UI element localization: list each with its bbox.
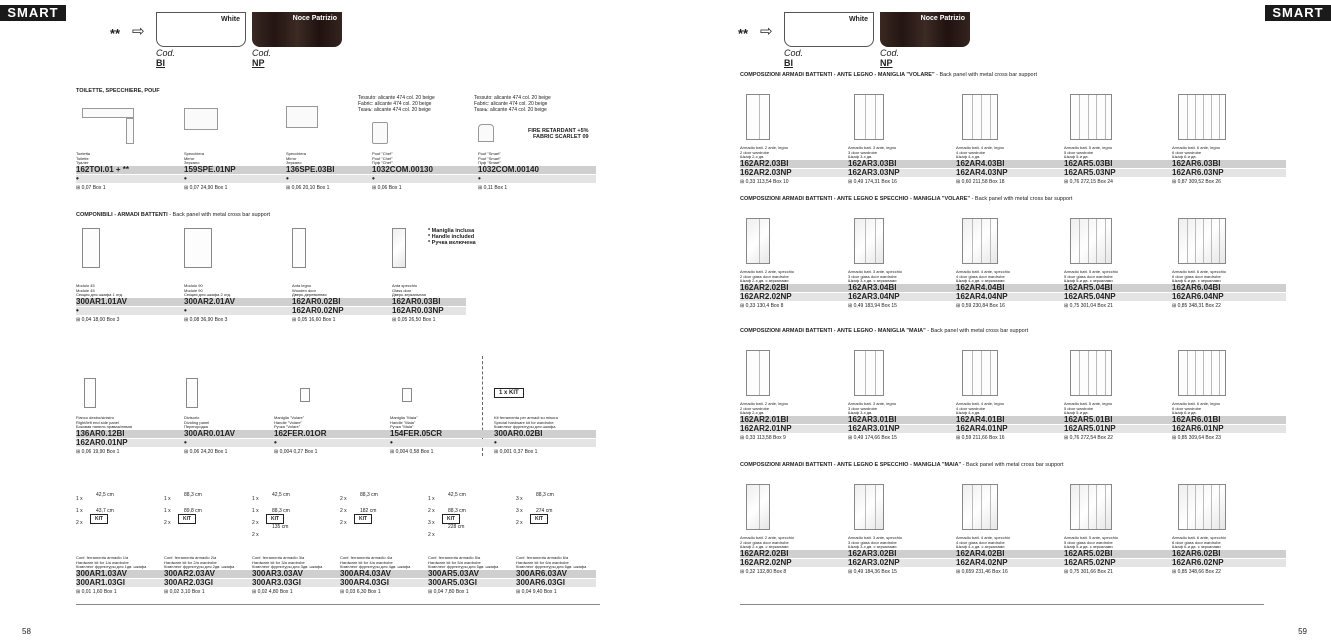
item-code-2: 300AR1.03GI bbox=[76, 578, 125, 587]
item-meta: ⊞ 0,04 7,80 Box 1 bbox=[428, 589, 469, 595]
wardrobe-drawing bbox=[854, 484, 884, 530]
item-meta: ⊞ 0,85 348,31 Box 22 bbox=[1172, 303, 1221, 309]
item-code-2: 162AR2.02NP bbox=[740, 558, 792, 567]
item-code: 162AR5.02BI bbox=[1064, 549, 1113, 558]
item-meta: ⊞ 0,659 231,46 Box 16 bbox=[956, 569, 1008, 575]
footer-rule-right bbox=[740, 604, 1264, 605]
wardrobe-drawing bbox=[1178, 94, 1226, 140]
item-code: 300AR1.03AV bbox=[76, 569, 127, 578]
item-description: Armadio batt. 5 ante, specchio 5 door glass door wardrobe Шкаф 5-и дв. с зеркалами bbox=[1064, 269, 1119, 283]
wardrobe-drawing bbox=[962, 94, 998, 140]
wardrobe-drawing bbox=[1178, 484, 1226, 530]
item-description: Specchiera Mirror Зеркало bbox=[286, 151, 307, 165]
mirror-drawing-2 bbox=[286, 106, 318, 128]
item-code-2: 300AR3.03GI bbox=[252, 578, 301, 587]
section-title: COMPOSIZIONI ARMADI BATTENTI - ANTE LEGNO E SPECCHIO - MANIGLIA "MAIA" - Back panel with metal cross bar support bbox=[740, 462, 1064, 468]
item-meta: ⊞ 0,59 230,84 Box 16 bbox=[956, 303, 1005, 309]
item-meta: ⊞ 0,11 Box 1 bbox=[478, 185, 508, 191]
item-meta: ⊞ 0,02 4,80 Box 1 bbox=[252, 589, 293, 595]
item-meta: ⊞ 0,06 Box 1 bbox=[372, 185, 402, 191]
section-title: COMPOSIZIONI ARMADI BATTENTI - ANTE LEGNO - MANIGLIA "VOLARE" - Back panel with metal cross bar support bbox=[740, 72, 1037, 78]
item-description: Armadio batt. 2 ante, legno 2 door wardrobe Шкаф 2-х дв. bbox=[740, 401, 789, 415]
item-meta: ⊞ 0,49 174,66 Box 15 bbox=[848, 435, 897, 441]
wardrobe-drawing bbox=[746, 484, 770, 530]
item-code-2: 162AR6.04NP bbox=[1172, 292, 1224, 301]
kit-qty: 1 x bbox=[252, 496, 259, 502]
toilette-drawing bbox=[82, 108, 134, 118]
kit-dim: 42,5 cm bbox=[96, 492, 114, 498]
item-code-2: 162AR4.03NP bbox=[956, 168, 1008, 177]
item-meta: ⊞ 0,76 272,54 Box 22 bbox=[1064, 435, 1113, 441]
item-meta: ⊞ 0,03 6,30 Box 1 bbox=[340, 589, 381, 595]
item-code-2: 162AR2.03NP bbox=[740, 168, 792, 177]
item-code-2: • bbox=[494, 438, 497, 447]
item-meta: ⊞ 0,05 16,60 Box 1 bbox=[292, 317, 336, 323]
item-description: Conf. ferramenta armadio 1/a Hardware kit for 1/a wardrobe Комплект фурнитуры для 1дв. шкафа bbox=[76, 555, 147, 569]
kit-dim: 135 cm bbox=[272, 524, 289, 530]
item-meta: ⊞ 0,33 113,54 Box 10 bbox=[740, 179, 789, 185]
item-code-2: 300AR4.03GI bbox=[340, 578, 389, 587]
wardrobe-drawing bbox=[746, 218, 770, 264]
code-dark-right: Cod. NP bbox=[880, 48, 900, 68]
kit-qty: 1 x bbox=[76, 496, 83, 502]
pouf-smart-drawing bbox=[478, 124, 494, 142]
stars-marker-right: ** bbox=[738, 26, 749, 41]
item-meta: ⊞ 0,07 24,90 Box 1 bbox=[184, 185, 228, 191]
section-title-toilette: TOILETTE, SPECCHIERE, POUF bbox=[76, 88, 160, 94]
item-description: Armadio batt. 3 ante, legno 3 door wardrobe Шкаф 3-х дв. bbox=[848, 145, 897, 159]
kit-dim: 274 cm bbox=[536, 508, 553, 514]
item-description: Armadio batt. 4 ante, specchio 4 door glass door wardrobe Шкаф 4-х дв. с зеркалами bbox=[956, 269, 1011, 283]
item-code-2: • bbox=[372, 174, 375, 183]
footer-rule bbox=[76, 604, 600, 605]
item-code-2: 300AR2.03GI bbox=[164, 578, 213, 587]
item-description: Armadio batt. 2 ante, specchio 2 door glass door wardrobe Шкаф 2-х дв. с зеркалами bbox=[740, 535, 795, 549]
item-meta: ⊞ 0,87 309,52 Box 26 bbox=[1172, 179, 1221, 185]
pouf-fabric-notes-2: Tessuto: alicante 474 col. 20 beige Fabric: alicante 474 col. 20 beige Ткань: alicante 474 col. 20 beige bbox=[474, 95, 551, 113]
section-title: COMPOSIZIONI ARMADI BATTENTI - ANTE LEGNO E SPECCHIO - MANIGLIA "VOLARE" - Back panel with metal cross bar support bbox=[740, 196, 1073, 202]
item-code: 162AR0.03BI bbox=[392, 297, 441, 306]
item-meta: ⊞ 0,49 184,36 Box 15 bbox=[848, 569, 897, 575]
cabinet-drawing bbox=[392, 228, 406, 268]
item-code-2: 162AR6.01NP bbox=[1172, 424, 1224, 433]
item-description: Armadio batt. 4 ante, specchio 4 door glass door wardrobe Шкаф 4-х дв. с зеркалами bbox=[956, 535, 1011, 549]
item-description: Fianco destro/sinistro Right/left end side panel Боковая панель правая/левая bbox=[76, 415, 132, 429]
item-code: 162AR6.01BI bbox=[1172, 415, 1221, 424]
part-drawing bbox=[186, 378, 198, 408]
item-code: 162TOI.01 + ** bbox=[76, 165, 129, 174]
wardrobe-drawing bbox=[854, 218, 884, 264]
item-code: 1032COM.00140 bbox=[478, 165, 539, 174]
item-code: 162AR2.02BI bbox=[740, 283, 789, 292]
item-code: 162AR4.01BI bbox=[956, 415, 1005, 424]
item-code-2: 162AR0.02NP bbox=[292, 306, 344, 315]
kit-icon: KIT bbox=[266, 514, 284, 524]
item-code: 162AR3.03BI bbox=[848, 159, 897, 168]
item-description: Armadio batt. 3 ante, specchio 3 door glass door wardrobe Шкаф 3-х дв. с зеркалами bbox=[848, 269, 903, 283]
item-code: 162AR2.02BI bbox=[740, 549, 789, 558]
item-meta: ⊞ 0,004 0,27 Box 1 bbox=[274, 449, 318, 455]
wardrobe-drawing bbox=[962, 484, 998, 530]
toilette-leg-drawing bbox=[126, 118, 134, 144]
swatch-noce-patrizio-right: Noce Patrizio bbox=[880, 12, 970, 47]
right-page bbox=[666, 0, 1331, 640]
wardrobe-drawing bbox=[962, 218, 998, 264]
kit-box: 1 x KIT bbox=[494, 388, 524, 398]
kit-qty: 2 x bbox=[428, 532, 435, 538]
swatch-white-right: White bbox=[784, 12, 874, 47]
kit-dim: 228 cm bbox=[448, 524, 465, 530]
stars-marker: ** bbox=[110, 26, 121, 41]
item-code: 300AR2.03AV bbox=[164, 569, 215, 578]
wardrobe-drawing bbox=[1178, 350, 1226, 396]
item-description: Armadio batt. 6 ante, legno 6 door wardrobe Шкаф 6-и дв. bbox=[1172, 145, 1221, 159]
item-code: 300AR3.03AV bbox=[252, 569, 303, 578]
item-code-2: • bbox=[478, 174, 481, 183]
item-code: 162AR5.04BI bbox=[1064, 283, 1113, 292]
item-code: 162AR3.04BI bbox=[848, 283, 897, 292]
item-code: 162FER.01OR bbox=[274, 429, 327, 438]
item-code: 300AR4.03AV bbox=[340, 569, 391, 578]
item-meta: ⊞ 0,06 24,20 Box 1 bbox=[184, 449, 228, 455]
item-code: 162AR2.01BI bbox=[740, 415, 789, 424]
swatch-white: White bbox=[156, 12, 246, 47]
page-number-left: 58 bbox=[22, 627, 31, 636]
item-code-2: • bbox=[286, 174, 289, 183]
code-white: Cod. BI bbox=[156, 48, 176, 68]
item-meta: ⊞ 0,33 130,4 Box 8 bbox=[740, 303, 784, 309]
item-meta: ⊞ 0,05 26,50 Box 1 bbox=[392, 317, 436, 323]
item-meta: ⊞ 0,49 183,94 Box 15 bbox=[848, 303, 897, 309]
kit-icon: KIT bbox=[530, 514, 548, 524]
item-description: Conf. ferramenta armadio 5/a Hardware kit for 5/a wardrobe Комплект фурнитуры для 5дв. шкафа bbox=[428, 555, 499, 569]
item-code-2: 162AR5.02NP bbox=[1064, 558, 1116, 567]
kit-icon: KIT bbox=[178, 514, 196, 524]
item-description: Armadio batt. 5 ante, legno 5 door wardrobe Шкаф 5-и дв. bbox=[1064, 401, 1113, 415]
item-code: 162AR4.04BI bbox=[956, 283, 1005, 292]
item-meta: ⊞ 0,75 301,04 Box 21 bbox=[1064, 303, 1113, 309]
item-code-2: • bbox=[76, 306, 79, 315]
part-drawing bbox=[402, 388, 412, 402]
item-code-2: 300AR6.03GI bbox=[516, 578, 565, 587]
wardrobe-drawing bbox=[1070, 94, 1112, 140]
item-code: 162AR6.03BI bbox=[1172, 159, 1221, 168]
pouf-fabric-notes: Tessuto: alicante 474 col. 20 beige Fabric: alicante 474 col. 20 beige Ткань: alicante 474 col. 20 beige bbox=[358, 95, 435, 113]
wardrobe-drawing bbox=[1070, 350, 1112, 396]
wardrobe-drawing bbox=[854, 350, 884, 396]
item-code-2: • bbox=[76, 174, 79, 183]
item-code-2: 162AR4.01NP bbox=[956, 424, 1008, 433]
brand-badge: SMART bbox=[0, 5, 66, 21]
item-meta: ⊞ 0,01 1,60 Box 1 bbox=[76, 589, 117, 595]
kit-qty: 2 x bbox=[340, 520, 347, 526]
item-meta: ⊞ 0,85 348,66 Box 22 bbox=[1172, 569, 1221, 575]
item-description: Armadio batt. 3 ante, specchio 3 door glass door wardrobe Шкаф 3-х дв. с зеркалами bbox=[848, 535, 903, 549]
item-code: 154FER.05CR bbox=[390, 429, 443, 438]
item-description: Divisorio Dividing panel Перегородка bbox=[184, 415, 210, 429]
cabinet-drawing bbox=[82, 228, 100, 268]
part-drawing bbox=[84, 378, 96, 408]
item-code-2: • bbox=[184, 174, 187, 183]
item-code: 162AR4.03BI bbox=[956, 159, 1005, 168]
item-code-2: 162AR0.01NP bbox=[76, 438, 128, 447]
pouf-chef-drawing bbox=[372, 122, 388, 144]
item-code-2: 162AR2.02NP bbox=[740, 292, 792, 301]
item-meta: ⊞ 0,001 0,37 Box 1 bbox=[494, 449, 538, 455]
item-code: 300AR0.01AV bbox=[184, 429, 235, 438]
cabinet-drawing bbox=[292, 228, 306, 268]
item-code: 300AR5.03AV bbox=[428, 569, 479, 578]
kit-dim: 88,3 cm bbox=[272, 508, 290, 514]
item-description: Armadio batt. 6 ante, legno 6 door wardrobe Шкаф 6-и дв. bbox=[1172, 401, 1221, 415]
item-code: 162AR3.02BI bbox=[848, 549, 897, 558]
item-meta: ⊞ 0,60 211,58 Box 18 bbox=[956, 179, 1005, 185]
item-description: Armadio batt. 4 ante, legno 4 door wardrobe Шкаф 4-х дв. bbox=[956, 145, 1005, 159]
kit-dim: 88,3 cm bbox=[536, 492, 554, 498]
kit-dim: 88,3 cm bbox=[184, 492, 202, 498]
item-code: 300AR6.03AV bbox=[516, 569, 567, 578]
code-band-2 bbox=[76, 175, 596, 183]
item-meta: ⊞ 0,59 211,66 Box 16 bbox=[956, 435, 1005, 441]
item-description: Armadio batt. 2 ante, legno 2 door wardrobe Шкаф 2-х дв. bbox=[740, 145, 789, 159]
item-code-2: 162AR3.02NP bbox=[848, 558, 900, 567]
item-description: Armadio batt. 5 ante, legno 5 door wardrobe Шкаф 5-и дв. bbox=[1064, 145, 1113, 159]
kit-qty: 2 x bbox=[252, 520, 259, 526]
item-code-2: • bbox=[184, 306, 187, 315]
code-white-right: Cod. BI bbox=[784, 48, 804, 68]
kit-qty: 1 x bbox=[164, 508, 171, 514]
item-code: 300AR0.02BI bbox=[494, 429, 543, 438]
item-code-2: 162AR6.03NP bbox=[1172, 168, 1224, 177]
item-description: Conf. ferramenta armadio 4/a Hardware kit for 4/a wardrobe Комплект фурнитуры для 4дв. шкафа bbox=[340, 555, 411, 569]
item-description: Pouf "Chef" Pouf "Chef" Пуф "Chef" bbox=[372, 151, 393, 165]
item-description: Armadio batt. 6 ante, specchio 6 door glass door wardrobe Шкаф 6-и дв. с зеркалами bbox=[1172, 535, 1227, 549]
swatch-noce-patrizio: Noce Patrizio bbox=[252, 12, 342, 47]
item-meta: ⊞ 0,32 132,80 Box 8 bbox=[740, 569, 787, 575]
item-meta: ⊞ 0,76 272,15 Box 24 bbox=[1064, 179, 1113, 185]
wardrobe-drawing bbox=[854, 94, 884, 140]
wardrobe-drawing bbox=[746, 94, 770, 140]
item-meta: ⊞ 0,49 174,31 Box 16 bbox=[848, 179, 897, 185]
item-description: Specchiera Mirror Зеркало bbox=[184, 151, 205, 165]
kit-qty: 1 x bbox=[428, 496, 435, 502]
item-code-2: 162AR5.04NP bbox=[1064, 292, 1116, 301]
kit-qty: 2 x bbox=[516, 520, 523, 526]
kit-qty: 3 x bbox=[516, 496, 523, 502]
item-code-2: 300AR5.03GI bbox=[428, 578, 477, 587]
item-description: Maniglia "Volare" Handle "Volare" Ручка "Volare" bbox=[274, 415, 305, 429]
item-meta: ⊞ 0,004 0,58 Box 1 bbox=[390, 449, 434, 455]
item-code: 162AR3.01BI bbox=[848, 415, 897, 424]
part-drawing bbox=[300, 388, 310, 402]
item-description: Toeletta Toilette Туалет bbox=[76, 151, 91, 165]
item-code: 1032COM.00130 bbox=[372, 165, 433, 174]
item-code: 162AR0.02BI bbox=[292, 297, 341, 306]
item-description: Armadio batt. 4 ante, legno 4 door wardrobe Шкаф 4-х дв. bbox=[956, 401, 1005, 415]
item-code-2: 162AR3.03NP bbox=[848, 168, 900, 177]
fire-retardant-note: FIRE RETARDANT +5% FABRIC SCARLET 09 bbox=[528, 128, 589, 140]
kit-dim: 89,8 cm bbox=[184, 508, 202, 514]
item-code-2: 162AR2.01NP bbox=[740, 424, 792, 433]
item-code-2: • bbox=[390, 438, 393, 447]
item-description: Anta specchio Glass door Дверь зеркальная bbox=[392, 283, 426, 297]
item-code-2: 162AR4.02NP bbox=[956, 558, 1008, 567]
item-code-2: • bbox=[184, 438, 187, 447]
arrow-right-icon: ⇨ bbox=[132, 23, 145, 40]
item-description: Pouf "Smart" Pouf "Smart" Пуф "Smart" bbox=[478, 151, 501, 165]
kit-dim: 182 cm bbox=[360, 508, 377, 514]
item-code: 300AR2.01AV bbox=[184, 297, 235, 306]
item-code-2: 162AR5.01NP bbox=[1064, 424, 1116, 433]
item-code-2: 162AR3.04NP bbox=[848, 292, 900, 301]
item-description: Anta legno Wooden door Дверь деревянная bbox=[292, 283, 327, 297]
kit-dim: 42,5 cm bbox=[448, 492, 466, 498]
kit-qty: 3 x bbox=[516, 508, 523, 514]
item-description: Conf. ferramenta armadio 2/a Hardware kit for 2/a wardrobe Комплект фурнитуры для 2дв. шкафа bbox=[164, 555, 235, 569]
item-code: 162AR5.03BI bbox=[1064, 159, 1113, 168]
kit-dim: 88,3 cm bbox=[360, 492, 378, 498]
item-code-2: 162AR5.03NP bbox=[1064, 168, 1116, 177]
kit-icon: KIT bbox=[90, 514, 108, 524]
item-code: 136AR0.12BI bbox=[76, 429, 125, 438]
kit-qty: 2 x bbox=[164, 520, 171, 526]
handle-included-note: * Maniglia inclusa * Handle included * Ручка включена bbox=[428, 228, 476, 246]
item-description: Modulo 90 Module 90 Секция для шкафа 2 отд. bbox=[184, 283, 232, 297]
item-meta: ⊞ 0,07 Box 1 bbox=[76, 185, 106, 191]
item-description: Conf. ferramenta armadio 6/a Hardware kit for 6/a wardrobe Комплект фурнитуры для 6дв. шкафа bbox=[516, 555, 587, 569]
item-meta: ⊞ 0,04 9,40 Box 1 bbox=[516, 589, 557, 595]
code-dark: Cod. NP bbox=[252, 48, 272, 68]
wardrobe-drawing bbox=[746, 350, 770, 396]
code-band-2 bbox=[76, 439, 596, 447]
wardrobe-drawing bbox=[1178, 218, 1226, 264]
kit-dim: 43,7 cm bbox=[96, 508, 114, 514]
item-code: 159SPE.01NP bbox=[184, 165, 236, 174]
kit-icon: KIT bbox=[442, 514, 460, 524]
item-description: Maniglia "Maia" Handle "Maia" Ручка "Maia" bbox=[390, 415, 418, 429]
item-code-2: 162AR6.02NP bbox=[1172, 558, 1224, 567]
item-description: Kit ferramenta per armadi su misura Special hardware kit for wardrobe Комплект фурнитуры для шкафа bbox=[494, 415, 558, 429]
item-meta: ⊞ 0,06 19,90 Box 1 bbox=[76, 449, 120, 455]
wardrobe-drawing bbox=[962, 350, 998, 396]
item-meta: ⊞ 0,02 3,10 Box 1 bbox=[164, 589, 205, 595]
item-description: Conf. ferramenta armadio 3/a Hardware kit for 3/a wardrobe Комплект фурнитуры для 3дв. шкафа bbox=[252, 555, 323, 569]
kit-qty: 2 x bbox=[76, 520, 83, 526]
item-meta: ⊞ 0,04 18,00 Box 3 bbox=[76, 317, 120, 323]
item-code-2: • bbox=[274, 438, 277, 447]
arrow-right-icon: ⇨ bbox=[760, 23, 773, 40]
item-code: 162AR2.03BI bbox=[740, 159, 789, 168]
item-description: Armadio batt. 3 ante, legno 3 door wardrobe Шкаф 3-х дв. bbox=[848, 401, 897, 415]
kit-qty: 1 x bbox=[252, 508, 259, 514]
cabinet-drawing bbox=[184, 228, 212, 268]
item-description: Armadio batt. 6 ante, specchio 6 door glass door wardrobe Шкаф 6-и дв. с зеркалами bbox=[1172, 269, 1227, 283]
item-description: Armadio batt. 5 ante, specchio 5 door glass door wardrobe Шкаф 5-и дв. с зеркалами bbox=[1064, 535, 1119, 549]
kit-qty: 1 x bbox=[164, 496, 171, 502]
kit-qty: 2 x bbox=[428, 508, 435, 514]
kit-qty: 2 x bbox=[252, 532, 259, 538]
kit-qty: 1 x bbox=[76, 508, 83, 514]
kit-qty: 2 x bbox=[340, 508, 347, 514]
item-description: Modulo 45 Module 45 Секция для шкафа 1 отд. bbox=[76, 283, 124, 297]
item-code-2: 162AR3.01NP bbox=[848, 424, 900, 433]
item-description: Armadio batt. 2 ante, specchio 2 door glass door wardrobe Шкаф 2-х дв. с зеркалами bbox=[740, 269, 795, 283]
left-page bbox=[0, 0, 665, 640]
item-meta: ⊞ 0,85 309,64 Box 23 bbox=[1172, 435, 1221, 441]
item-code-2: 162AR4.04NP bbox=[956, 292, 1008, 301]
item-code-2: 162AR0.03NP bbox=[392, 306, 444, 315]
item-meta: ⊞ 0,75 301,66 Box 21 bbox=[1064, 569, 1113, 575]
brand-badge-right: SMART bbox=[1265, 5, 1331, 21]
item-code: 136SPE.03BI bbox=[286, 165, 335, 174]
section-title-componibili: COMPONIBILI - ARMADI BATTENTI - Back panel with metal cross bar support bbox=[76, 212, 271, 218]
wardrobe-drawing bbox=[1070, 218, 1112, 264]
item-code: 162AR4.02BI bbox=[956, 549, 1005, 558]
section-title: COMPOSIZIONI ARMADI BATTENTI - ANTE LEGNO - MANIGLIA "MAIA" - Back panel with metal cross bar support bbox=[740, 328, 1029, 334]
item-code: 162AR6.02BI bbox=[1172, 549, 1221, 558]
page-number-right: 59 bbox=[1298, 627, 1307, 636]
item-meta: ⊞ 0,33 113,58 Box 9 bbox=[740, 435, 786, 441]
kit-qty: 2 x bbox=[340, 496, 347, 502]
item-code: 300AR1.01AV bbox=[76, 297, 127, 306]
mirror-drawing-1 bbox=[184, 108, 218, 130]
item-meta: ⊞ 0,08 36,90 Box 3 bbox=[184, 317, 228, 323]
item-meta: ⊞ 0,06 20,10 Box 1 bbox=[286, 185, 330, 191]
kit-dim: 42,5 cm bbox=[272, 492, 290, 498]
item-code: 162AR6.04BI bbox=[1172, 283, 1221, 292]
kit-dim: 88,3 cm bbox=[448, 508, 466, 514]
item-code: 162AR5.01BI bbox=[1064, 415, 1113, 424]
kit-qty: 3 x bbox=[428, 520, 435, 526]
wardrobe-drawing bbox=[1070, 484, 1112, 530]
kit-icon: KIT bbox=[354, 514, 372, 524]
